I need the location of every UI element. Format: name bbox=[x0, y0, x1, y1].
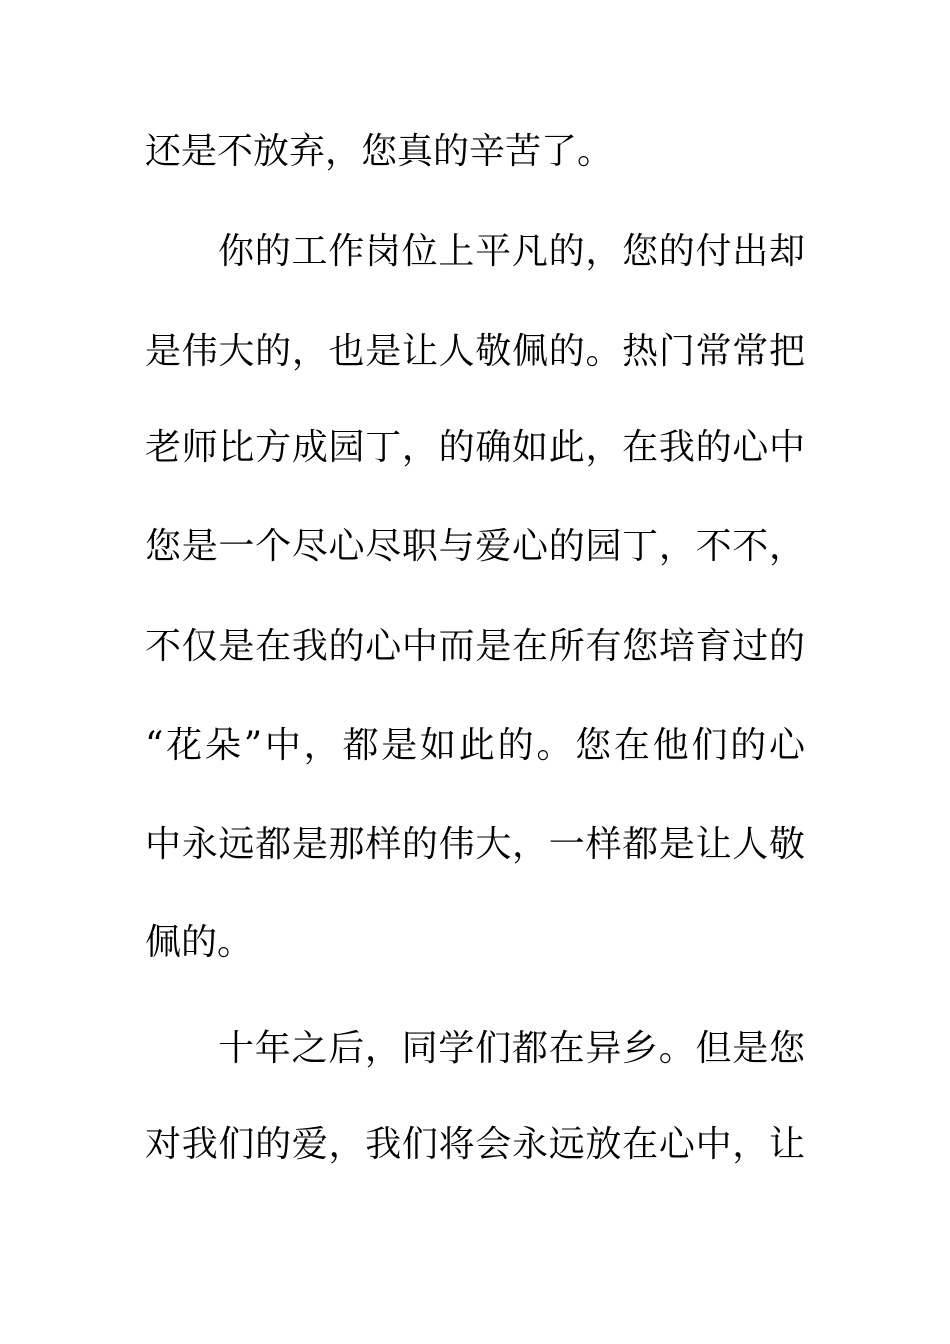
text-line-5: 您是一个尽心尽职与爱心的园丁，不不， bbox=[145, 526, 805, 567]
text-line-1: 还是不放弃，您真的辛苦了。 bbox=[145, 131, 614, 172]
text-line-9: 佩的。 bbox=[145, 922, 254, 963]
text-line-7: “花朵”中，都是如此的。您在他们的心 bbox=[145, 725, 805, 766]
text-line-11: 对我们的爱，我们将会永远放在心中，让 bbox=[145, 1124, 805, 1165]
text-line-6: 不仅是在我的心中而是在所有您培育过的 bbox=[145, 626, 805, 667]
text-line-3: 是伟大的，也是让人敬佩的。热门常常把 bbox=[145, 331, 805, 372]
text-line-4: 老师比方成园丁，的确如此，在我的心中 bbox=[145, 427, 805, 468]
text-line-8: 中永远都是那样的伟大，一样都是让人敬 bbox=[145, 824, 805, 865]
text-line-10: 十年之后，同学们都在异乡。但是您 bbox=[218, 1028, 805, 1069]
text-line-2: 你的工作岗位上平凡的，您的付出却 bbox=[218, 231, 805, 272]
